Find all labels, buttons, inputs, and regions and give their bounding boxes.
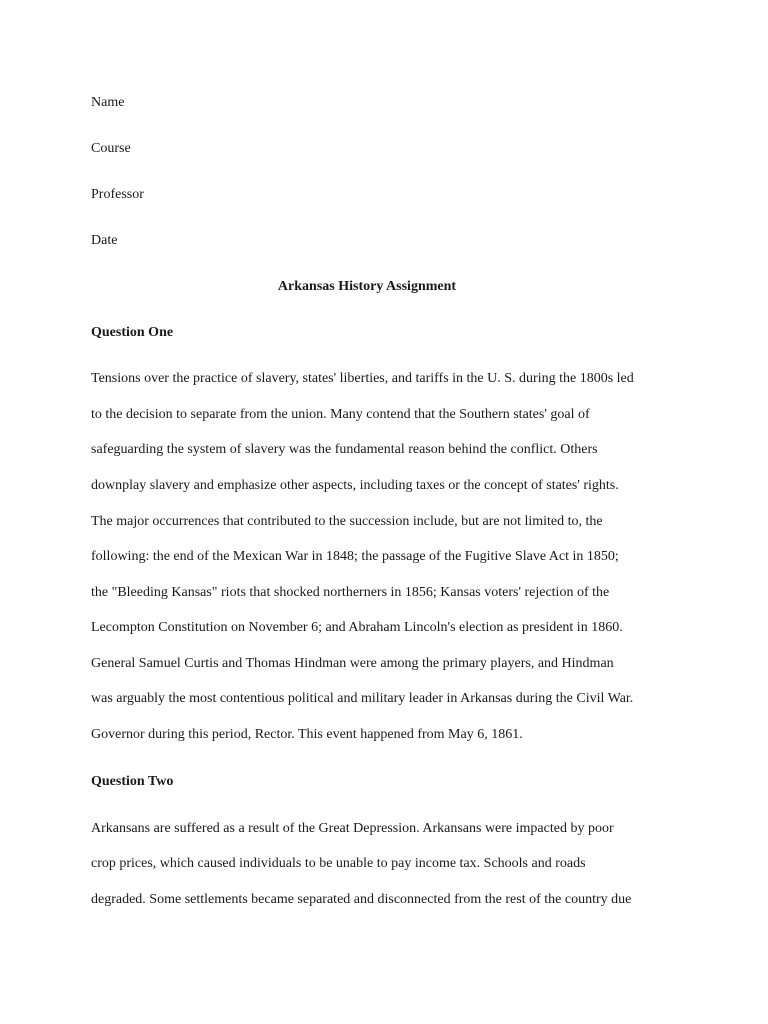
paragraph-line: crop prices, which caused individuals to be unable to pay income tax. Schools and roads — [91, 856, 586, 871]
course-label: Course — [91, 141, 131, 156]
paragraph-line: downplay slavery and emphasize other aspects, including taxes or the concept of states' rights. — [91, 478, 619, 493]
paragraph-line: The major occurrences that contributed to the succession include, but are not limited to, the — [91, 514, 603, 529]
student-name-label: Name — [91, 95, 125, 110]
paragraph-line: Lecompton Constitution on November 6; and Abraham Lincoln's election as president in 1860. — [91, 620, 623, 635]
professor-label: Professor — [91, 187, 144, 202]
paragraph-line: Tensions over the practice of slavery, states' liberties, and tariffs in the U. S. during the 1800s led — [91, 371, 634, 386]
paragraph-line: the "Bleeding Kansas" riots that shocked northerners in 1856; Kansas voters' rejection of the — [91, 585, 610, 600]
paragraph-line: degraded. Some settlements became separated and disconnected from the rest of the country due — [91, 892, 632, 907]
date-label: Date — [91, 233, 118, 248]
section-heading-question-two: Question Two — [91, 774, 174, 789]
paragraph-line: Arkansans are suffered as a result of the Great Depression. Arkansans were impacted by poor — [91, 821, 614, 836]
paragraph-line: was arguably the most contentious political and military leader in Arkansas during the Civil War. — [91, 691, 634, 706]
paragraph-line: following: the end of the Mexican War in 1848; the passage of the Fugitive Slave Act in 1850; — [91, 549, 619, 564]
section-heading-question-one: Question One — [91, 325, 174, 340]
paragraph-line: safeguarding the system of slavery was the fundamental reason behind the conflict. Others — [91, 442, 598, 457]
paragraph-line: Governor during this period, Rector. This event happened from May 6, 1861. — [91, 727, 523, 742]
paragraph-line: General Samuel Curtis and Thomas Hindman were among the primary players, and Hindman — [91, 656, 614, 671]
document-title: Arkansas History Assignment — [277, 279, 457, 294]
paragraph-line: to the decision to separate from the union. Many contend that the Southern states' goal of — [91, 407, 590, 422]
